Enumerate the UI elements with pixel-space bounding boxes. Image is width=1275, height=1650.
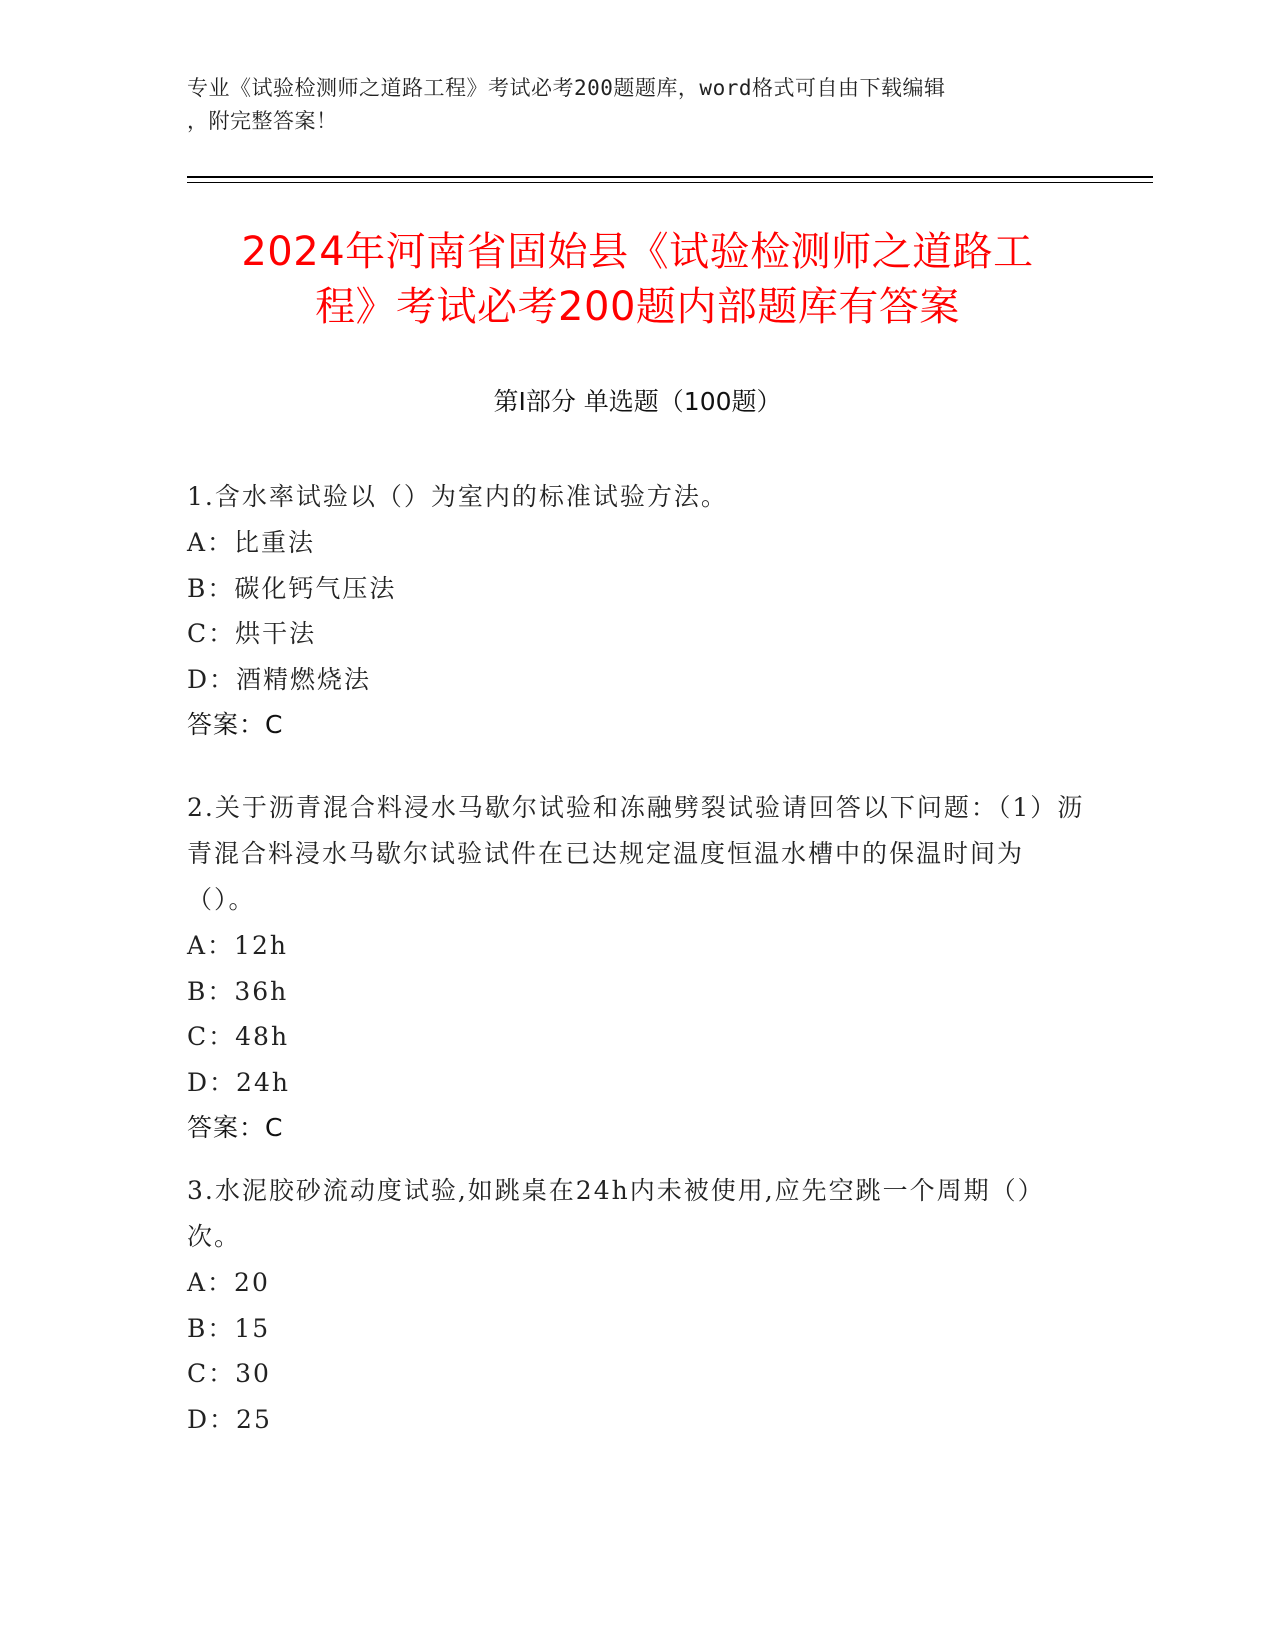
option-d: D：24h xyxy=(187,1067,290,1097)
option-a: A：12h xyxy=(187,931,288,960)
option-b: B：碳化钙气压法 xyxy=(187,573,397,603)
question-block xyxy=(187,474,1087,748)
document-title xyxy=(160,225,1115,335)
document-title-line-1: 2024年河南省固始县《试验检测师之道路工 xyxy=(241,229,1034,275)
header-note xyxy=(187,72,1087,138)
option-b: B：15 xyxy=(187,1313,271,1343)
option-d: D：酒精燃烧法 xyxy=(187,664,372,694)
answer-text: 答案：C xyxy=(187,710,284,739)
answer-text: 答案：C xyxy=(187,1113,284,1142)
option-d: D：25 xyxy=(187,1404,272,1434)
question-block xyxy=(187,785,1087,1151)
option-c: C：30 xyxy=(187,1359,271,1388)
option-a: A：比重法 xyxy=(187,528,316,557)
question-text: 1.含水率试验以（）为室内的标准试验方法。 xyxy=(187,482,728,511)
option-a: A：20 xyxy=(187,1268,270,1297)
question-text: 3.水泥胶砂流动度试验,如跳桌在24h内未被使用,应先空跳一个周期（）次。 xyxy=(187,1176,1045,1251)
header-divider-thick xyxy=(187,176,1153,178)
header-note-line-2: ，附完整答案！ xyxy=(187,109,338,133)
question-text: 2.关于沥青混合料浸水马歇尔试验和冻融劈裂试验请回答以下问题：（1）沥青混合料浸水马歇尔试验试件在已达规定温度恒温水槽中的保温时间为（）。 xyxy=(187,793,1085,914)
option-c: C：48h xyxy=(187,1022,290,1051)
header-note-line-1: 专业《试验检测师之道路工程》考试必考200题题库，word格式可自由下载编辑 xyxy=(187,76,946,100)
section-title: 第Ⅰ部分 单选题（100题） xyxy=(493,387,782,416)
header-divider-thin xyxy=(187,182,1153,183)
option-c: C：烘干法 xyxy=(187,619,317,648)
document-title-line-2: 程》考试必考200题内部题库有答案 xyxy=(315,284,960,330)
option-b: B：36h xyxy=(187,976,289,1006)
question-block xyxy=(187,1168,1087,1442)
